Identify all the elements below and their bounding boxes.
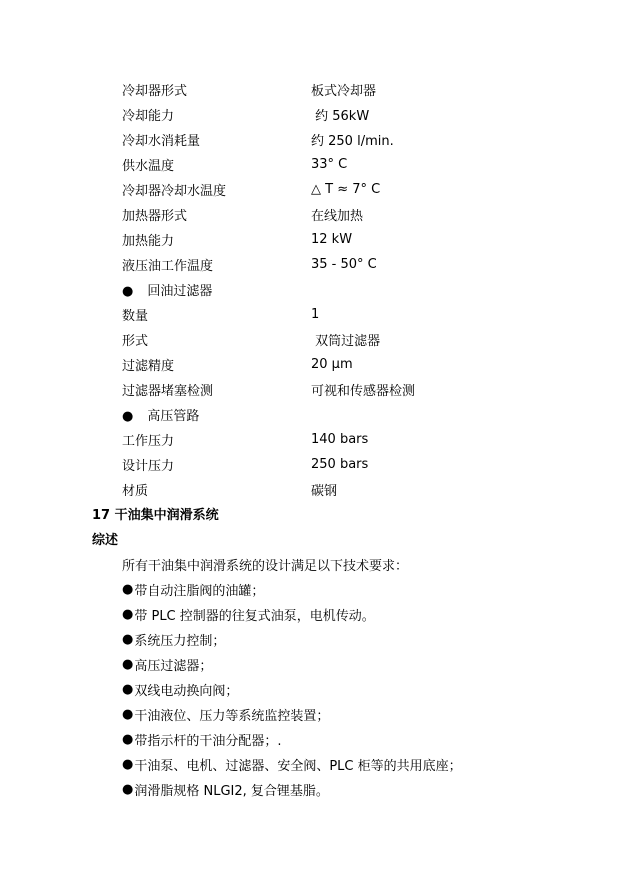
spec-label [122, 380, 311, 399]
spec-row [122, 427, 542, 452]
spec-label-text: 冷却能力 [122, 109, 175, 124]
spec-row [122, 177, 542, 202]
spec-label-text: 高压管路 [147, 409, 200, 424]
spec-row [122, 352, 542, 377]
bullet-icon: ● [122, 757, 134, 772]
spec-label-text: 液压油工作温度 [122, 259, 214, 274]
list-item-text: 润滑脂规格 NLGI2, 复合锂基脂。 [134, 784, 329, 799]
spec-label [122, 330, 311, 349]
spec-label [122, 405, 311, 424]
spec-label [122, 355, 311, 374]
spec-label [122, 280, 311, 299]
list-item [122, 577, 602, 602]
bullet-icon: ● [122, 682, 134, 697]
bullet-icon: ● [122, 284, 134, 299]
spec-value: 可视和传感器检测 [311, 384, 416, 399]
spec-label [122, 480, 311, 499]
spec-value: 12 kW [311, 232, 353, 247]
list-item [122, 752, 602, 777]
list-item [122, 652, 602, 677]
list-item [122, 677, 602, 702]
list-item-text: 系统压力控制； [134, 634, 226, 649]
spec-label-text: 过滤精度 [122, 359, 175, 374]
list-item-text: 带自动注脂阀的油罐； [134, 584, 265, 599]
spec-value: 1 [311, 307, 320, 322]
spec-value: 约 56kW [311, 109, 370, 124]
spec-label [122, 80, 311, 99]
list-item-text: 带 PLC 控制器的往复式油泵，电机传动。 [134, 609, 375, 624]
spec-row [122, 227, 542, 252]
bullet-icon: ● [122, 409, 134, 424]
requirements-intro: 所有干油集中润滑系统的设计满足以下技术要求： [122, 559, 409, 574]
list-item [122, 602, 602, 627]
spec-label-text: 工作压力 [122, 434, 175, 449]
list-item-text: 干油液位、压力等系统监控装置； [134, 709, 330, 724]
spec-label [122, 455, 311, 474]
spec-value: 约 250 l/min. [311, 134, 394, 149]
bullet-icon: ● [122, 657, 134, 672]
list-item-text: 双线电动换向阀； [134, 684, 239, 699]
spec-label-text: 形式 [122, 334, 149, 349]
spec-group-heading [122, 277, 542, 302]
spec-row [122, 302, 542, 327]
spec-label-text: 加热能力 [122, 234, 175, 249]
bullet-icon: ● [122, 782, 134, 797]
spec-value: 碳钢 [311, 484, 338, 499]
spec-value: 35 - 50° C [311, 257, 377, 272]
spec-row [122, 202, 542, 227]
section-title: 17 干油集中润滑系统 [92, 508, 219, 523]
spec-row [122, 127, 542, 152]
list-item-text: 干油泵、电机、过滤器、安全阀、PLC 柜等的共用底座； [134, 759, 462, 774]
bullet-icon: ● [122, 707, 134, 722]
list-item-text: 带指示杆的干油分配器；. [134, 734, 282, 749]
spec-label [122, 255, 311, 274]
list-item [122, 727, 602, 752]
spec-label-text: 数量 [122, 309, 149, 324]
spec-row [122, 377, 542, 402]
spec-value: 板式冷却器 [311, 84, 377, 99]
spec-value: 双筒过滤器 [311, 334, 381, 349]
list-item [122, 702, 602, 727]
subsection-title: 综述 [92, 533, 119, 548]
requirements-block [122, 552, 602, 802]
spec-value: △ T ≈ 7° C [311, 182, 381, 197]
bullet-icon: ● [122, 582, 134, 597]
spec-table [122, 77, 542, 502]
spec-label [122, 180, 311, 199]
spec-label-text: 冷却水消耗量 [122, 134, 201, 149]
bullet-icon: ● [122, 607, 134, 622]
spec-group-heading [122, 402, 542, 427]
spec-row [122, 252, 542, 277]
requirements-list [122, 577, 602, 802]
spec-row [122, 327, 542, 352]
list-item-text: 高压过滤器； [134, 659, 213, 674]
spec-value: 20 μm [311, 357, 353, 372]
spec-row [122, 102, 542, 127]
spec-label-text: 回油过滤器 [147, 284, 213, 299]
spec-label [122, 230, 311, 249]
spec-label-text: 加热器形式 [122, 209, 188, 224]
spec-label [122, 305, 311, 324]
spec-label-text: 冷却器冷却水温度 [122, 184, 227, 199]
spec-value: 33° C [311, 157, 348, 172]
spec-row [122, 77, 542, 102]
bullet-icon: ● [122, 632, 134, 647]
spec-label-text: 供水温度 [122, 159, 175, 174]
list-item [122, 777, 602, 802]
spec-value: 在线加热 [311, 209, 364, 224]
spec-label-text: 材质 [122, 484, 149, 499]
spec-label [122, 430, 311, 449]
spec-row [122, 452, 542, 477]
spec-row [122, 477, 542, 502]
spec-label [122, 130, 311, 149]
spec-value: 140 bars [311, 432, 369, 447]
spec-label [122, 155, 311, 174]
spec-row [122, 152, 542, 177]
spec-label-text: 设计压力 [122, 459, 175, 474]
spec-label-text: 冷却器形式 [122, 84, 188, 99]
spec-label [122, 105, 311, 124]
list-item [122, 627, 602, 652]
spec-label [122, 205, 311, 224]
spec-label-text: 过滤器堵塞检测 [122, 384, 214, 399]
spec-value: 250 bars [311, 457, 369, 472]
bullet-icon: ● [122, 732, 134, 747]
